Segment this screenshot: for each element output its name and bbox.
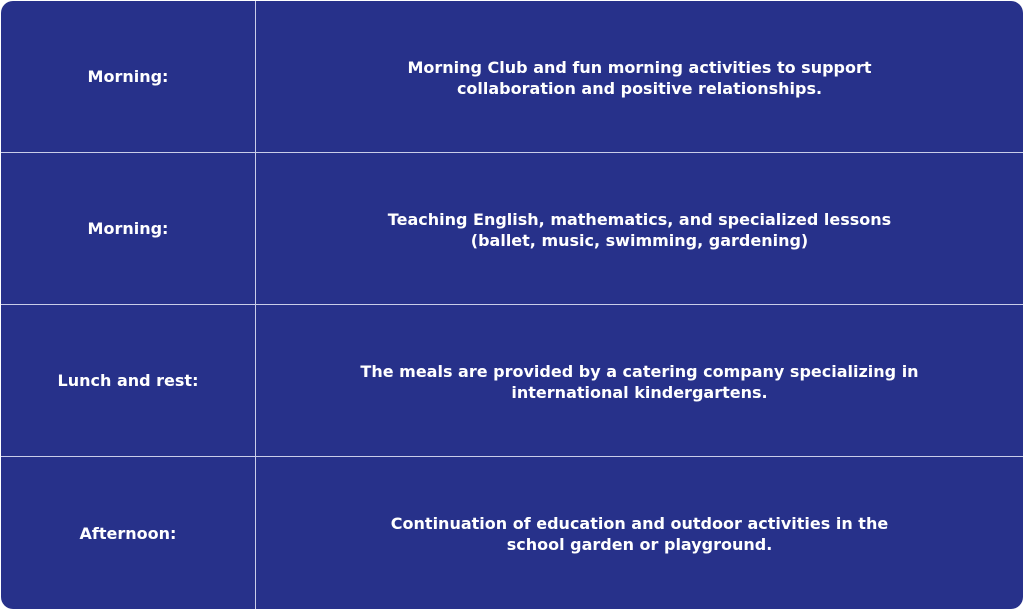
activity-description: The meals are provided by a catering company specializing in international kindergartens. (360, 362, 919, 402)
activity-description: Teaching English, mathematics, and specialized lessons (ballet, music, swimming, gardening) (387, 210, 892, 250)
time-label: Lunch and rest: (1, 305, 256, 456)
time-label: Morning: (1, 1, 256, 152)
schedule-row-lunch (1, 305, 1023, 457)
schedule-row-morning-club (1, 1, 1023, 153)
activity-description-cell (256, 153, 1023, 304)
activity-description-cell (256, 1, 1023, 152)
schedule-row-morning-lessons (1, 153, 1023, 305)
time-label: Morning: (1, 153, 256, 304)
activity-description: Continuation of education and outdoor activities in the school garden or playground. (390, 514, 889, 554)
time-label: Afternoon: (1, 457, 256, 609)
daily-schedule-table (1, 1, 1023, 609)
schedule-row-afternoon (1, 457, 1023, 609)
activity-description: Morning Club and fun morning activities to support collaboration and positive relationships. (407, 58, 872, 98)
activity-description-cell (256, 457, 1023, 609)
activity-description-cell (256, 305, 1023, 456)
